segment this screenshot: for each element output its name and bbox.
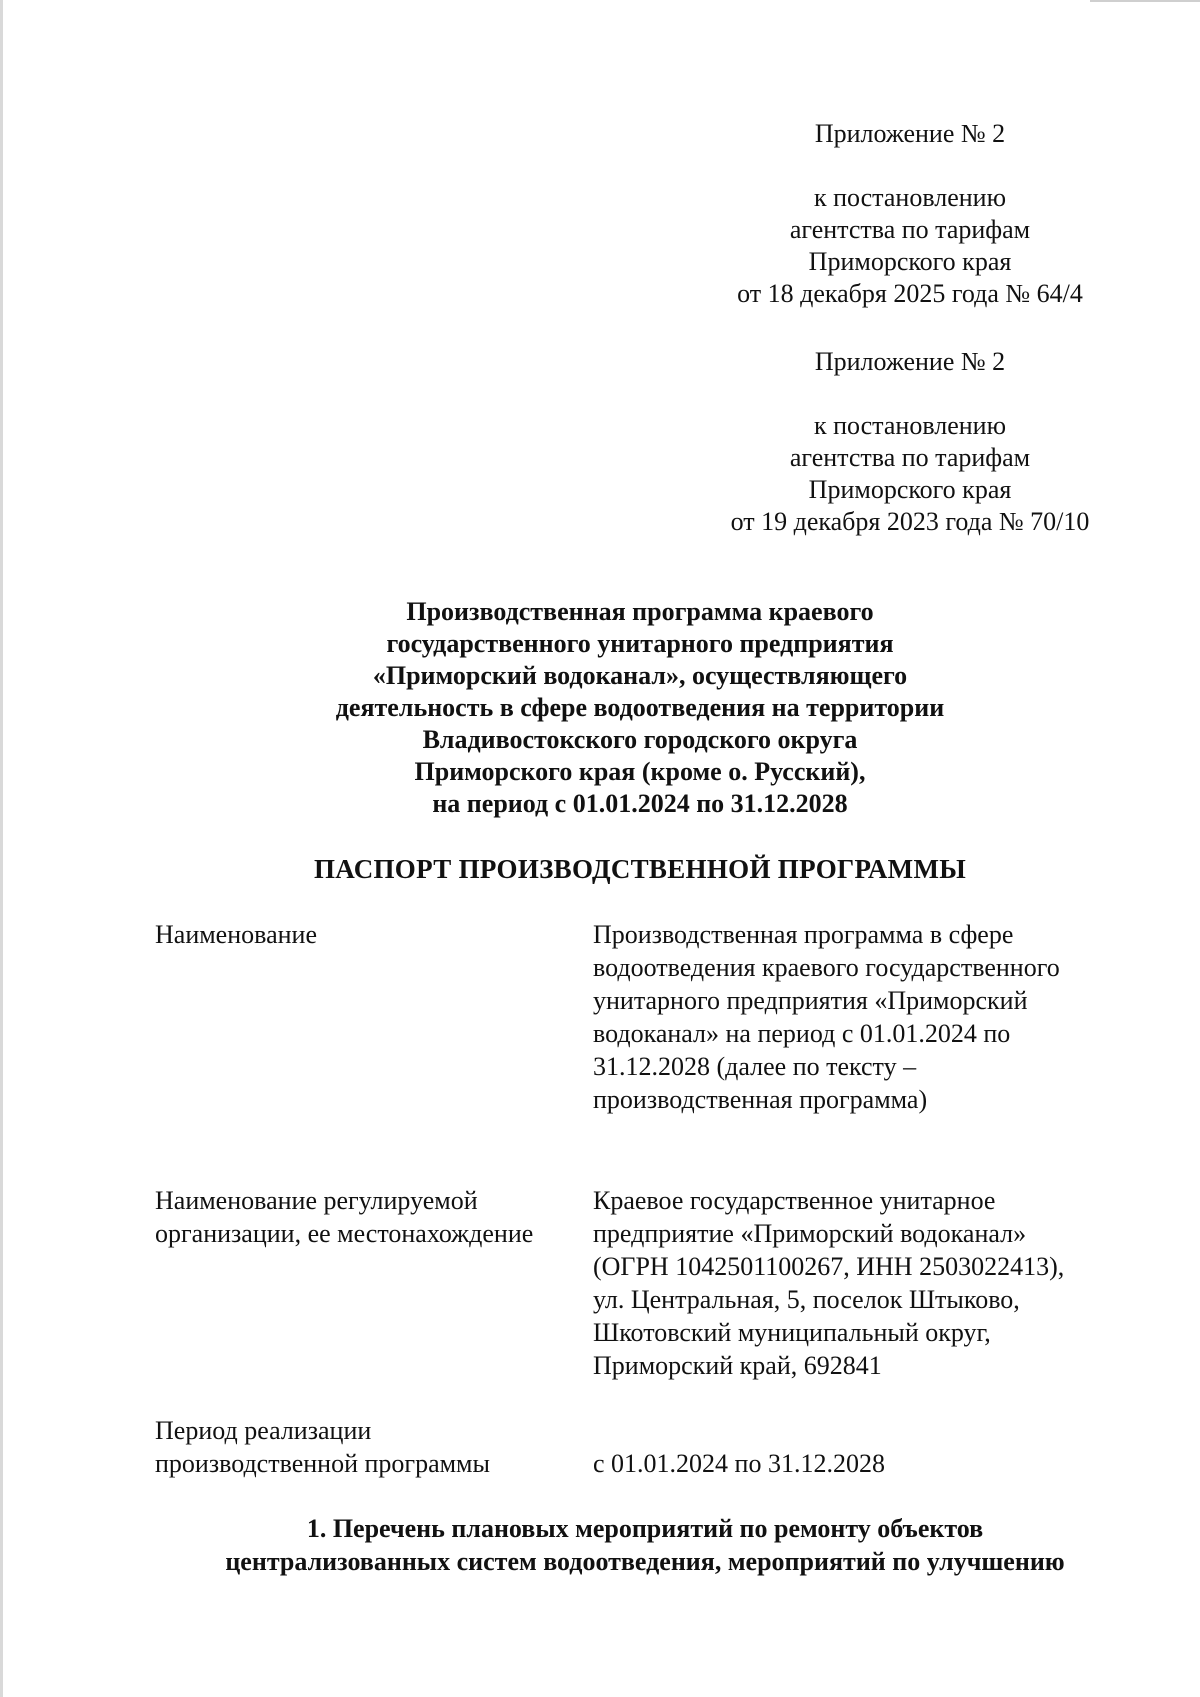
value-line: Приморский край, 692841 — [593, 1351, 882, 1380]
title-line: деятельность в сфере водоотведения на территории — [335, 693, 945, 722]
appendix-line: агентства по тарифам — [789, 215, 1031, 244]
passport-row-period-label — [155, 1414, 575, 1480]
value-line: Производственная программа в сфере — [593, 920, 1014, 949]
document-title — [230, 596, 1050, 820]
appendix-number: Приложение № 2 — [814, 347, 1006, 376]
label-line: Период реализации — [155, 1416, 372, 1445]
title-line: на период с 01.01.2024 по 31.12.2028 — [432, 789, 848, 818]
appendix-number: Приложение № 2 — [814, 119, 1006, 148]
title-line: государственного унитарного предприятия — [386, 629, 894, 658]
appendix-date-line: от 18 декабря 2025 года № 64/4 — [737, 279, 1083, 308]
appendix-previous-block — [700, 346, 1120, 538]
title-line: Производственная программа краевого — [406, 597, 874, 626]
label-line: Наименование регулируемой — [155, 1186, 478, 1215]
section-heading-line: централизованных систем водоотведения, мероприятий по улучшению — [225, 1547, 1065, 1576]
appendix-line: Приморского края — [808, 247, 1012, 276]
value-line: предприятие «Приморский водоканал» — [593, 1219, 1027, 1248]
spacer — [700, 378, 1120, 410]
value-line: производственная программа) — [593, 1085, 928, 1114]
passport-row-organization-value — [593, 1184, 1133, 1382]
appendix-line: к постановлению — [813, 183, 1007, 212]
value-line: ул. Центральная, 5, поселок Штыково, — [593, 1285, 1020, 1314]
value-line: с 01.01.2024 по 31.12.2028 — [593, 1449, 885, 1478]
label-line: Наименование — [155, 920, 317, 949]
value-line: 31.12.2028 (далее по тексту – — [593, 1052, 917, 1081]
spacer — [700, 150, 1120, 182]
label-line: производственной программы — [155, 1449, 490, 1478]
appendix-date-line: от 19 декабря 2023 года № 70/10 — [730, 507, 1090, 536]
appendix-current-block — [700, 118, 1120, 310]
value-line: водоотведения краевого государственного — [593, 953, 1060, 982]
passport-heading: ПАСПОРТ ПРОИЗВОДСТВЕННОЙ ПРОГРАММЫ — [313, 854, 967, 884]
label-line: организации, ее местонахождение — [155, 1219, 534, 1248]
scan-page-edge — [0, 0, 3, 1697]
title-line: «Приморский водоканал», осуществляющего — [372, 661, 908, 690]
value-line: (ОГРН 1042501100267, ИНН 2503022413), — [593, 1252, 1065, 1281]
scan-top-mark — [1090, 0, 1200, 2]
passport-row-organization-label — [155, 1184, 575, 1250]
passport-row-period-value — [593, 1447, 1133, 1480]
value-line: Шкотовский муниципальный округ, — [593, 1318, 991, 1347]
passport-row-name-label — [155, 918, 575, 951]
value-line: водоканал» на период с 01.01.2024 по — [593, 1019, 1011, 1048]
section-heading-line: 1. Перечень плановых мероприятий по ремонту объектов — [306, 1514, 984, 1543]
section-1-heading — [150, 1512, 1140, 1578]
appendix-line: Приморского края — [808, 475, 1012, 504]
title-line: Приморского края (кроме о. Русский), — [414, 757, 866, 786]
value-line: Краевое государственное унитарное — [593, 1186, 996, 1215]
value-line: унитарного предприятия «Приморский — [593, 986, 1028, 1015]
appendix-line: к постановлению — [813, 411, 1007, 440]
passport-row-name-value — [593, 918, 1133, 1116]
appendix-line: агентства по тарифам — [789, 443, 1031, 472]
title-line: Владивостокского городского округа — [422, 725, 858, 754]
